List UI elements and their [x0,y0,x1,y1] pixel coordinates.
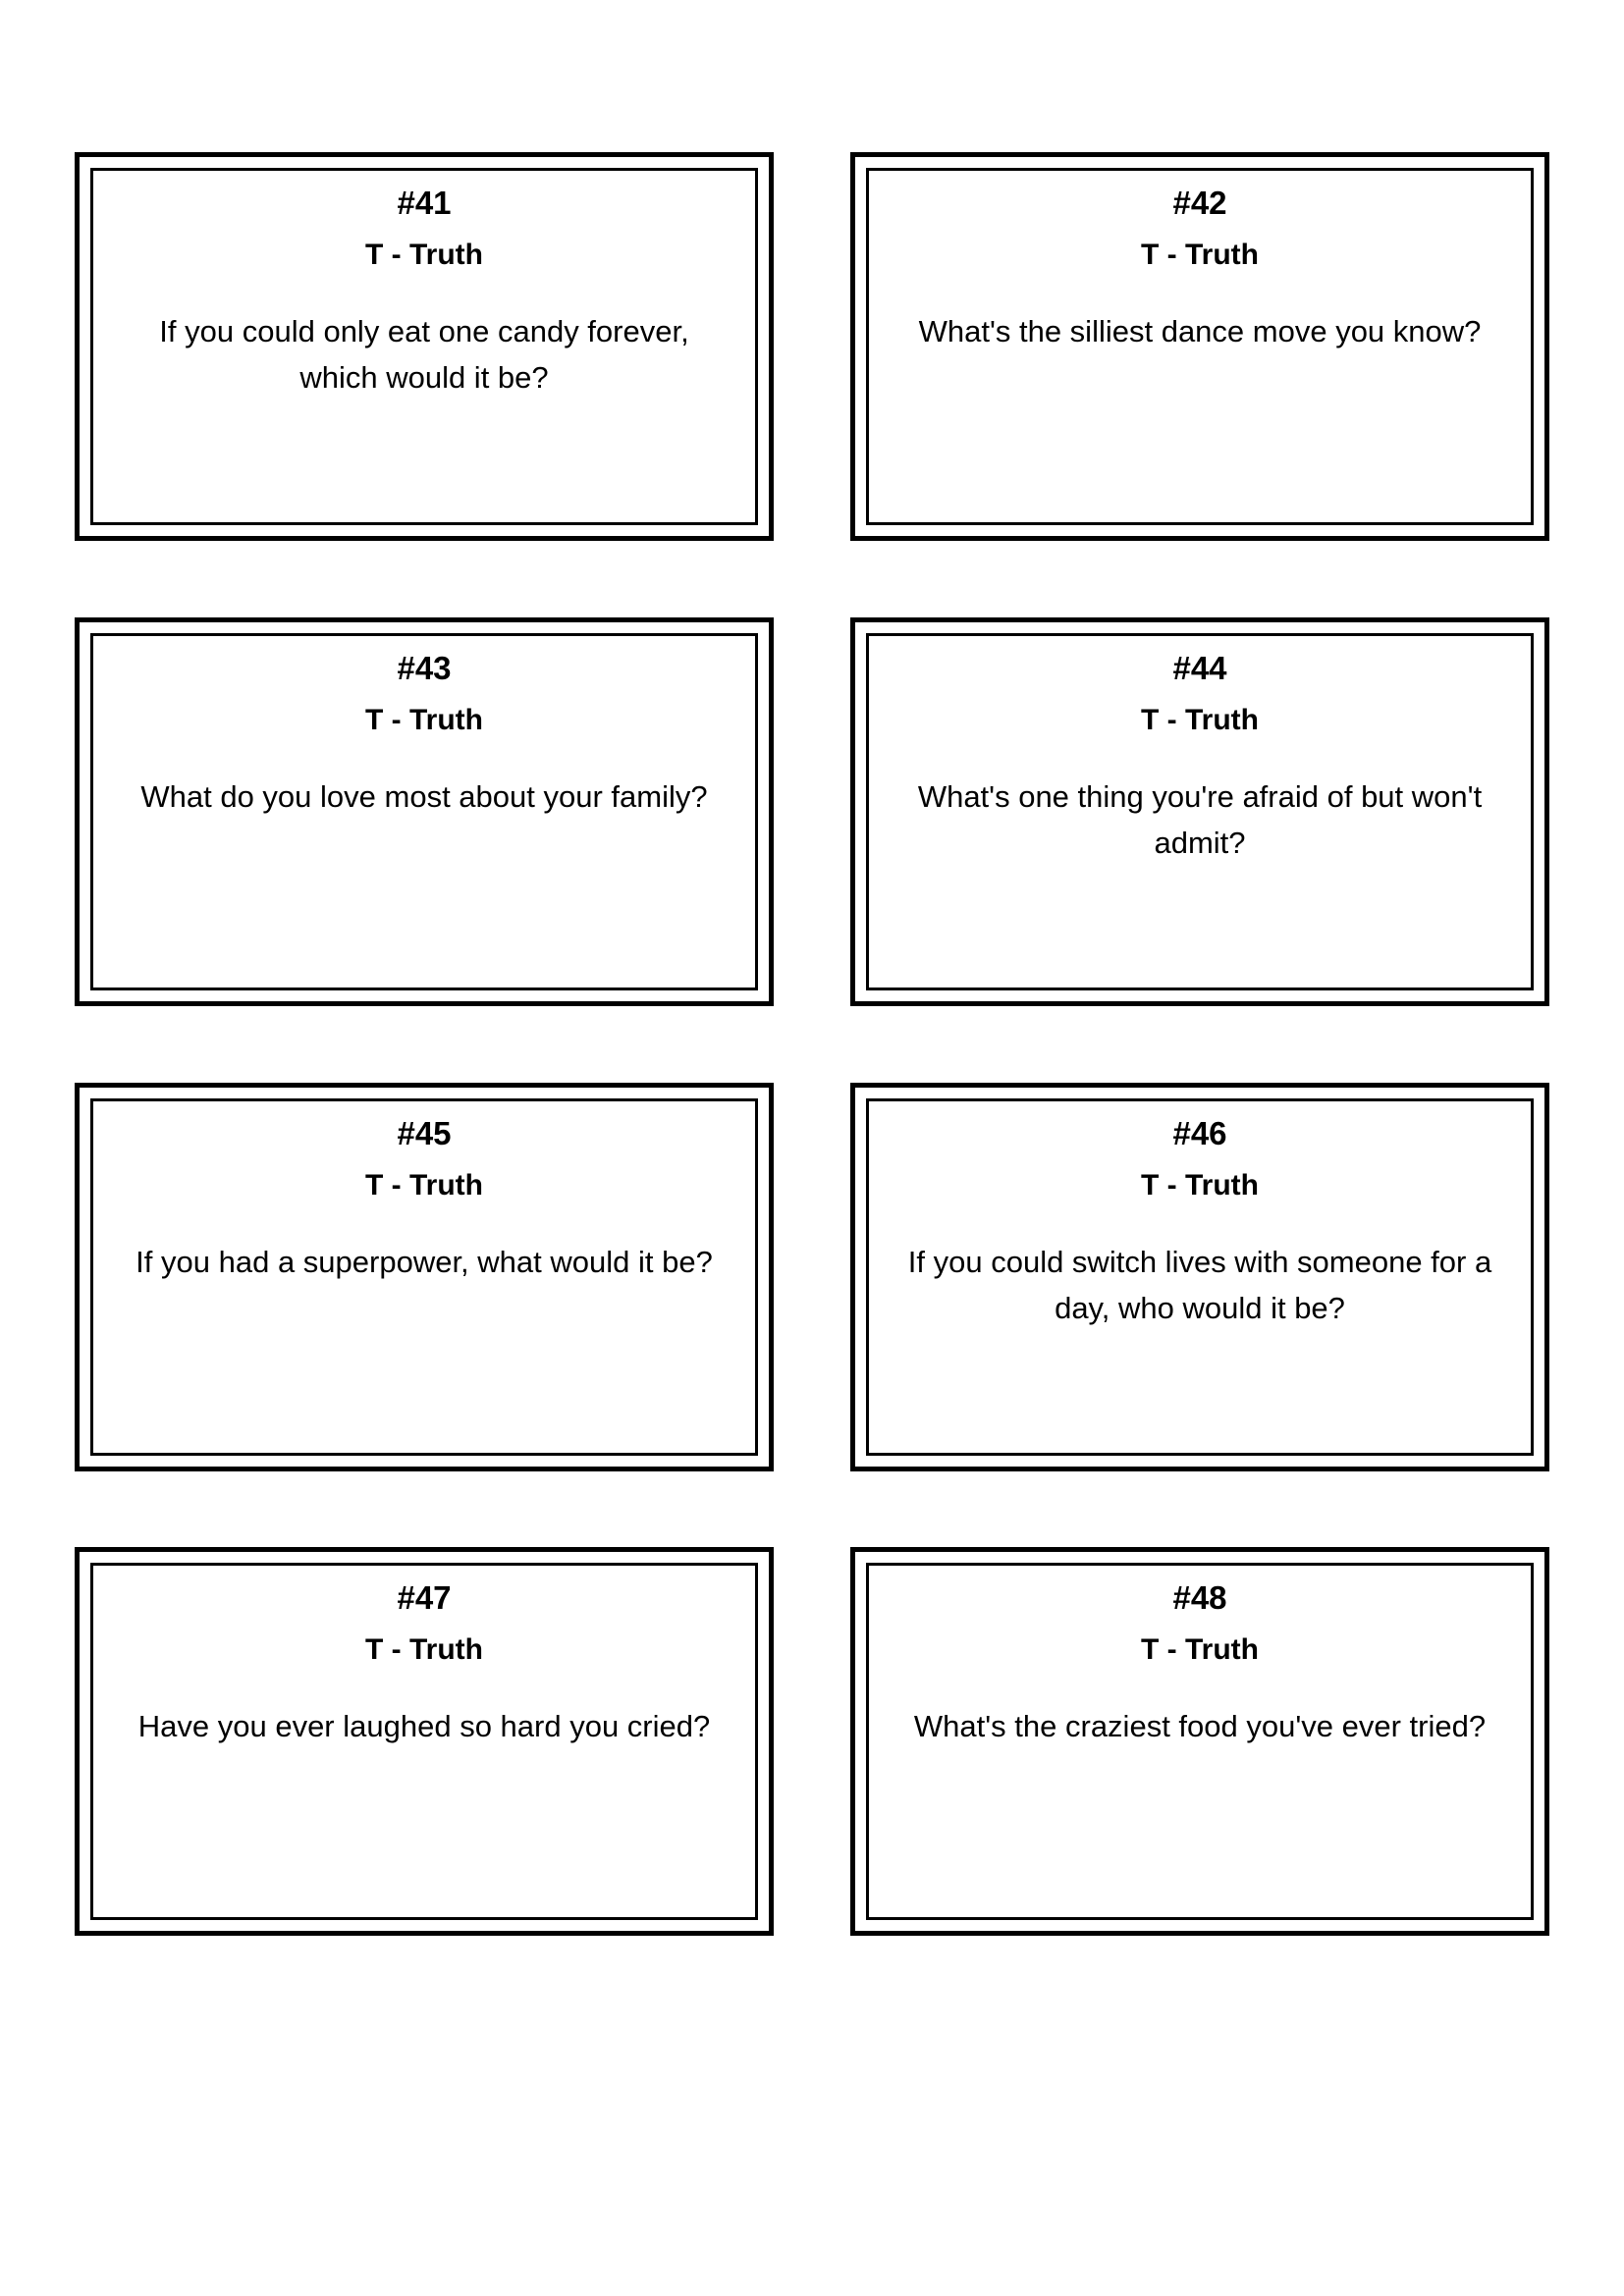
card-question: If you could switch lives with someone for a day, who would it be? [907,1245,1492,1325]
card-number: #44 [1172,650,1227,686]
card-number: #42 [1172,185,1227,221]
card-inner-border [90,1563,758,1920]
card-type: T - Truth [365,239,483,271]
card-inner-border [90,168,758,525]
card-41 [75,152,774,541]
card-number: #47 [397,1579,452,1616]
card-number: #46 [1172,1115,1227,1151]
card-question: What do you love most about your family? [140,779,708,814]
card-question: What's one thing you're afraid of but won't admit? [917,779,1483,860]
card-48 [850,1547,1549,1936]
card-type: T - Truth [365,1633,483,1666]
card-question: Have you ever laughed so hard you cried? [137,1709,711,1743]
card-type: T - Truth [1141,704,1259,736]
card-question: If you had a superpower, what would it be? [135,1245,713,1279]
card-44 [850,617,1549,1006]
card-type: T - Truth [1141,239,1259,271]
card-inner-border [866,168,1534,525]
card-42 [850,152,1549,541]
card-47 [75,1547,774,1936]
card-type: T - Truth [365,704,483,736]
card-43 [75,617,774,1006]
card-type: T - Truth [1141,1169,1259,1201]
card-45 [75,1083,774,1471]
card-type: T - Truth [1141,1633,1259,1666]
card-number: #41 [397,185,452,221]
card-inner-border [90,633,758,990]
card-inner-border [90,1098,758,1456]
card-number: #45 [397,1115,452,1151]
card-inner-border [866,1563,1534,1920]
card-inner-border [866,1098,1534,1456]
card-question: If you could only eat one candy forever, which would it be? [159,314,689,395]
card-inner-border [866,633,1534,990]
card-number: #43 [397,650,452,686]
card-question: What's the silliest dance move you know? [918,314,1482,348]
card-number: #48 [1172,1579,1227,1616]
card-46 [850,1083,1549,1471]
card-question: What's the craziest food you've ever tried? [913,1709,1487,1743]
card-type: T - Truth [365,1169,483,1201]
